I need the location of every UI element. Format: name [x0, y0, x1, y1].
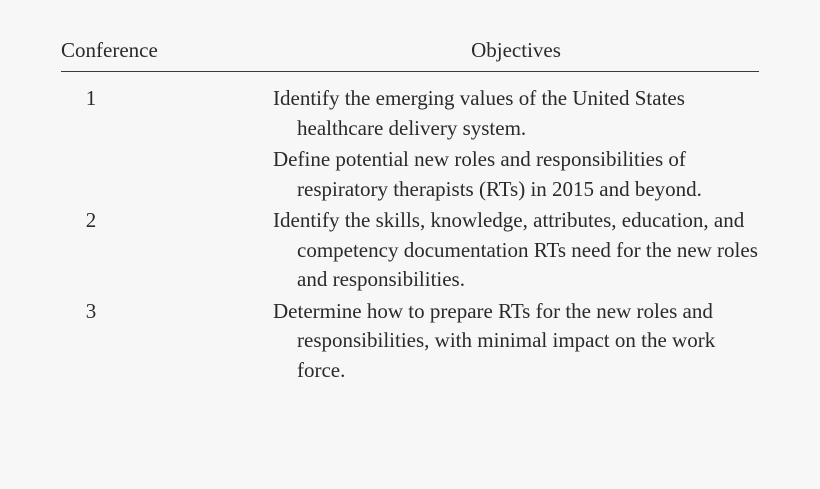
objective-item: Define potential new roles and responsibilities of respiratory therapists (RTs) in 2015 and beyond.: [273, 147, 702, 201]
objective-item: Identify the emerging values of the United States healthcare delivery system.: [273, 86, 685, 140]
objective-item: Determine how to prepare RTs for the new roles and responsibilities, with minimal impact on the work force.: [273, 298, 716, 382]
table-body: [61, 72, 759, 385]
objectives-table: [61, 36, 759, 387]
objectives-cell: [273, 297, 763, 386]
table-row: [61, 84, 759, 204]
table-header: [61, 36, 759, 72]
conference-number: 1: [85, 86, 97, 110]
objectives-column-header: Objectives: [471, 38, 561, 62]
objectives-cell: [273, 206, 763, 295]
table-row: [61, 297, 759, 386]
table-row: [61, 206, 759, 295]
conference-number: 2: [85, 208, 97, 232]
objectives-cell: [273, 84, 763, 204]
conference-column-header: Conference: [61, 38, 158, 62]
conference-number: 3: [85, 298, 97, 323]
objective-item: Identify the skills, knowledge, attributes, education, and competency documentation RTs need for the new roles and responsibilities.: [273, 208, 758, 291]
